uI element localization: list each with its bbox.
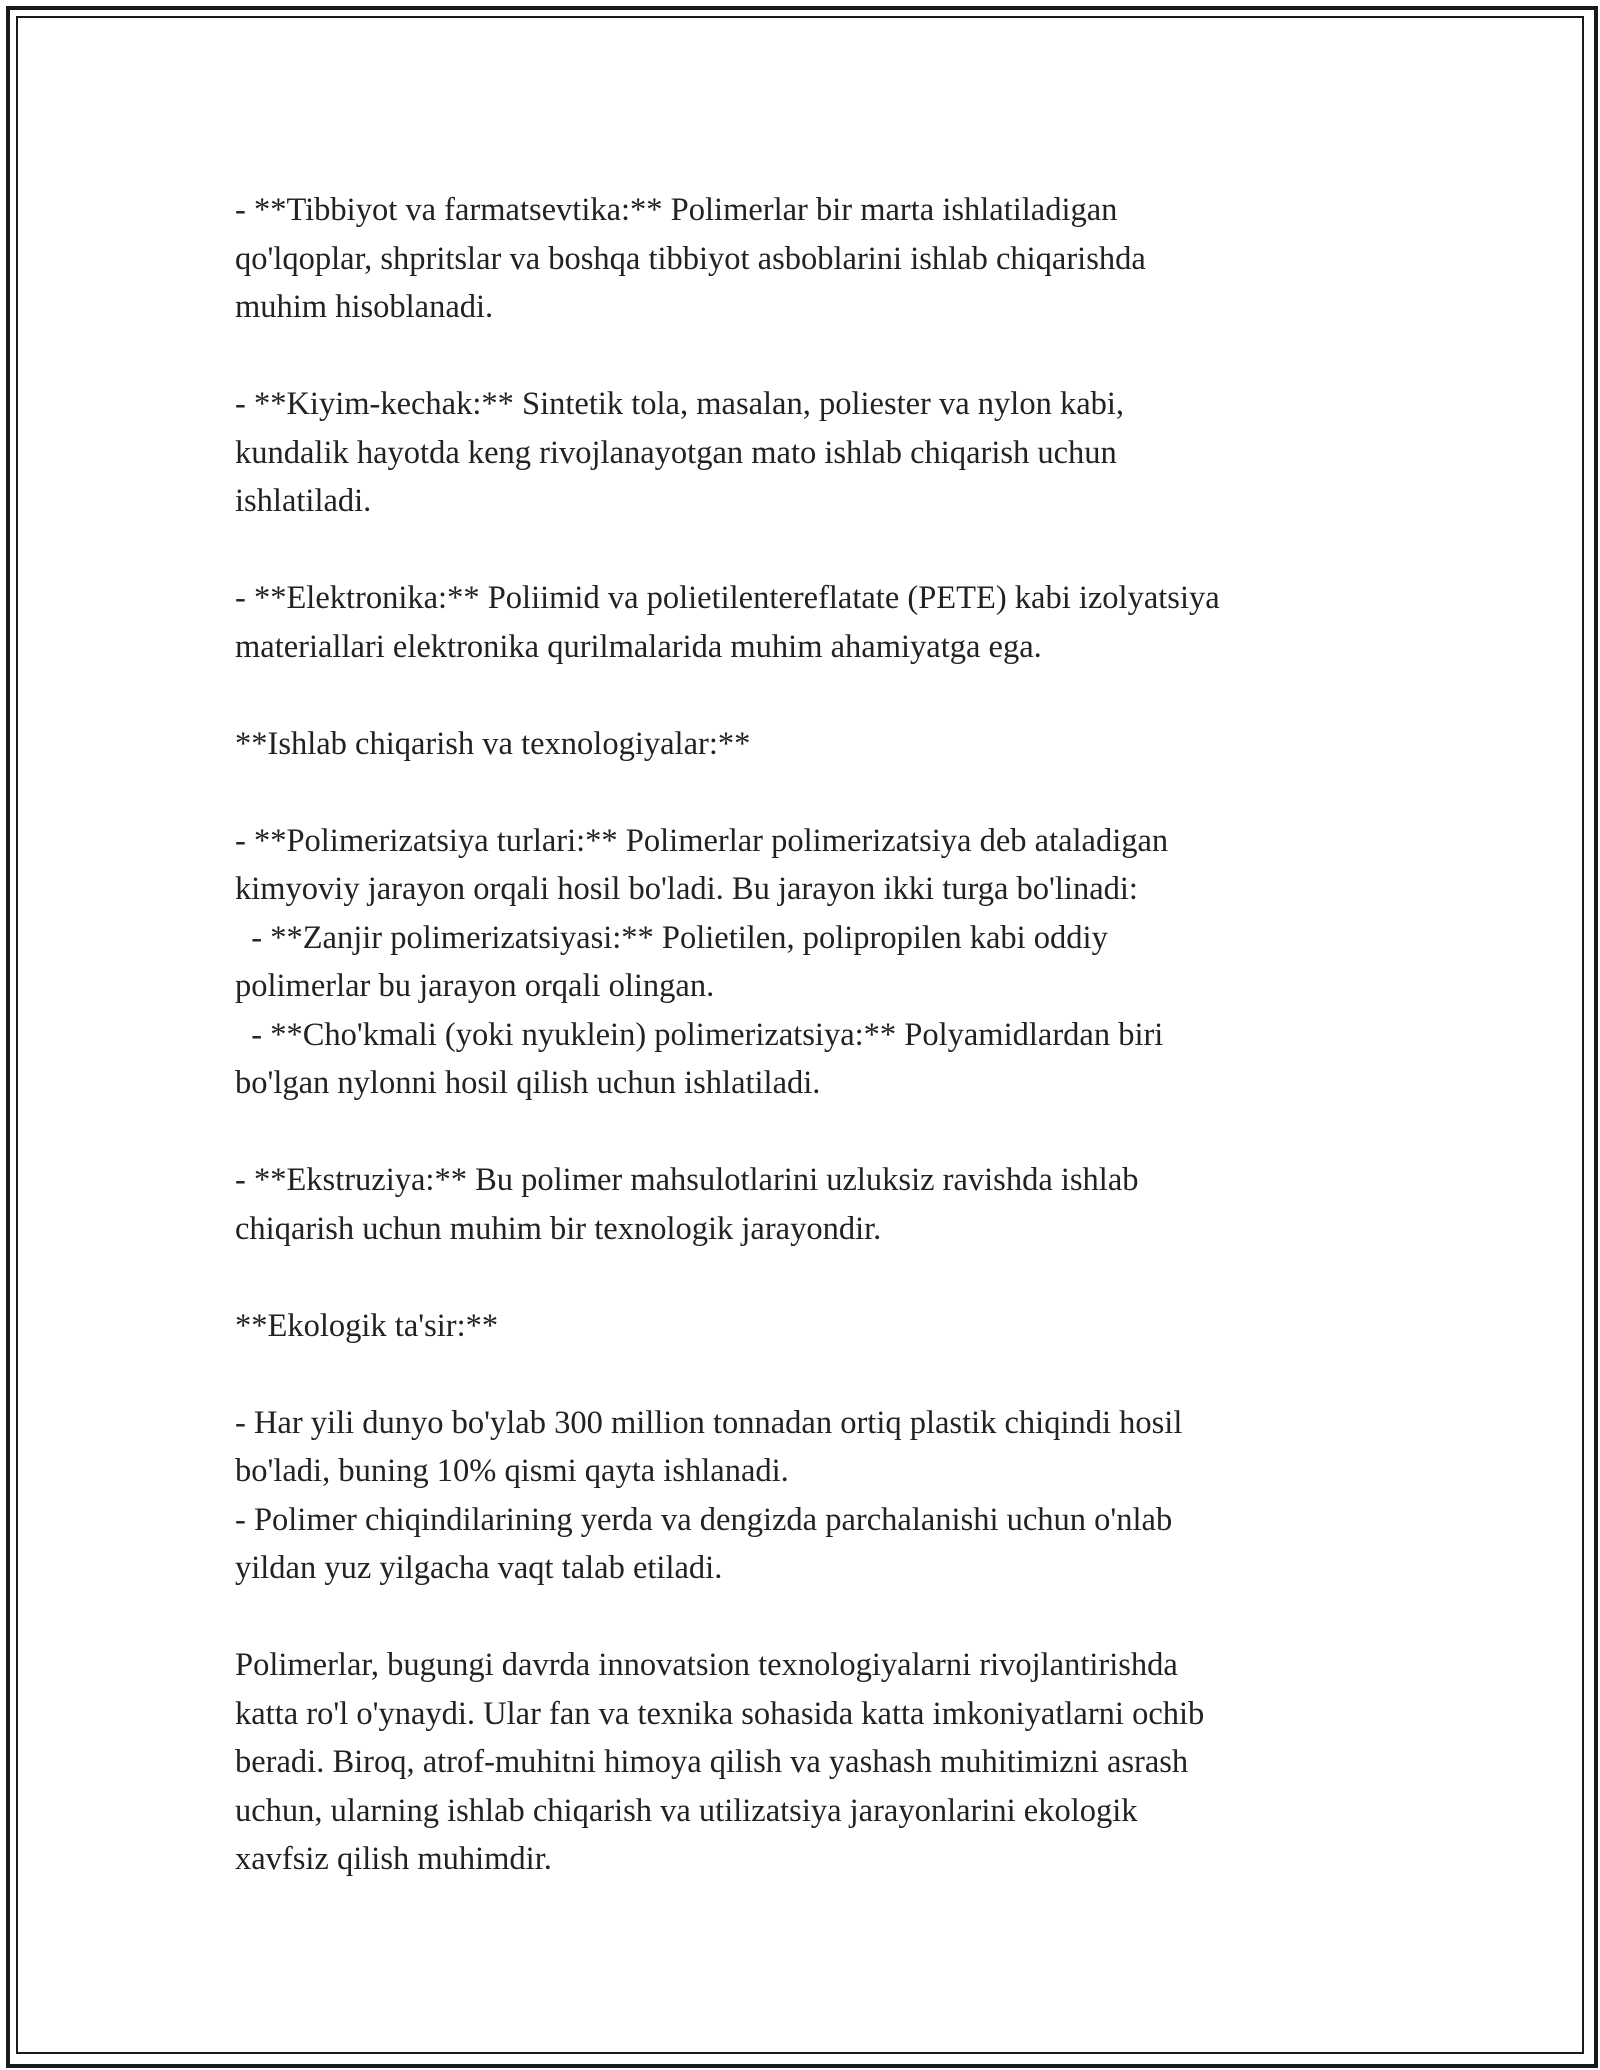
text-line: - **Kiyim-kechak:** Sintetik tola, masalan, poliester va nylon kabi,	[235, 386, 1125, 422]
text-line: polimerlar bu jarayon orqali olingan.	[235, 968, 715, 1004]
text-line: uchun, ularning ishlab chiqarish va utilizatsiya jarayonlarini ekologik	[235, 1792, 1138, 1829]
medicine-bullet	[235, 186, 1395, 332]
ecology-bullets	[235, 1399, 1395, 1593]
text-line: muhim hisoblanadi.	[235, 289, 494, 325]
text-line: beradi. Biroq, atrof-muhitni himoya qilish va yashash muhitimizni asrash	[235, 1744, 1189, 1780]
text-line: - **Polimerizatsiya turlari:** Polimerlar polimerizatsiya deb ataladigan	[235, 822, 1169, 859]
text-line: kundalik hayotda keng rivojlanayotgan mato ishlab chiqarish uchun	[235, 434, 1117, 471]
polymerization-bullet	[235, 817, 1395, 1108]
text-line: katta ro'l o'ynaydi. Ular fan va texnika sohasida katta imkoniyatlarni ochib	[235, 1695, 1205, 1732]
text-line: bo'lgan nylonni hosil qilish uchun ishlatiladi.	[235, 1065, 821, 1101]
text-line: - **Cho'kmali (yoki nyuklein) polimerizatsiya:** Polyamidlardan biri	[235, 1016, 1164, 1053]
text-line: ishlatiladi.	[235, 483, 372, 519]
text-line: Polimerlar, bugungi davrda innovatsion texnologiyalarni rivojlantirishda	[235, 1647, 1178, 1683]
text-line: bo'ladi, buning 10% qismi qayta ishlanadi.	[235, 1453, 789, 1489]
document-body	[235, 186, 1395, 1884]
text-line: chiqarish uchun muhim bir texnologik jarayondir.	[235, 1210, 882, 1247]
production-heading	[235, 720, 1395, 769]
text-line: - Har yili dunyo bo'ylab 300 million tonnadan ortiq plastik chiqindi hosil	[235, 1404, 1183, 1441]
text-line: materiallari elektronika qurilmalarida muhim ahamiyatga ega.	[235, 628, 1042, 665]
text-line: **Ishlab chiqarish va texnologiyalar:**	[235, 725, 751, 762]
text-line: - **Elektronika:** Poliimid va polietilentereflatate (PETE) kabi izolyatsiya	[235, 580, 1220, 616]
electronics-bullet	[235, 574, 1395, 671]
text-line: yildan yuz yilgacha vaqt talab etiladi.	[235, 1550, 723, 1586]
ecology-heading	[235, 1302, 1395, 1351]
clothing-bullet	[235, 380, 1395, 526]
text-line: xavfsiz qilish muhimdir.	[235, 1841, 552, 1877]
extrusion-bullet	[235, 1156, 1395, 1253]
text-line: - Polimer chiqindilarining yerda va dengizda parchalanishi uchun o'nlab	[235, 1501, 1173, 1538]
text-line: kimyoviy jarayon orqali hosil bo'ladi. Bu jarayon ikki turga bo'linadi:	[235, 871, 1138, 907]
text-line: - **Zanjir polimerizatsiyasi:** Polietilen, polipropilen kabi oddiy	[235, 919, 1108, 956]
conclusion-paragraph	[235, 1641, 1395, 1884]
text-line: - **Ekstruziya:** Bu polimer mahsulotlarini uzluksiz ravishda ishlab	[235, 1162, 1139, 1198]
text-line: - **Tibbiyot va farmatsevtika:** Polimerlar bir marta ishlatiladigan	[235, 192, 1118, 228]
text-line: qo'lqoplar, shpritslar va boshqa tibbiyot asboblarini ishlab chiqarishda	[235, 240, 1146, 277]
text-line: **Ekologik ta'sir:**	[235, 1307, 499, 1344]
